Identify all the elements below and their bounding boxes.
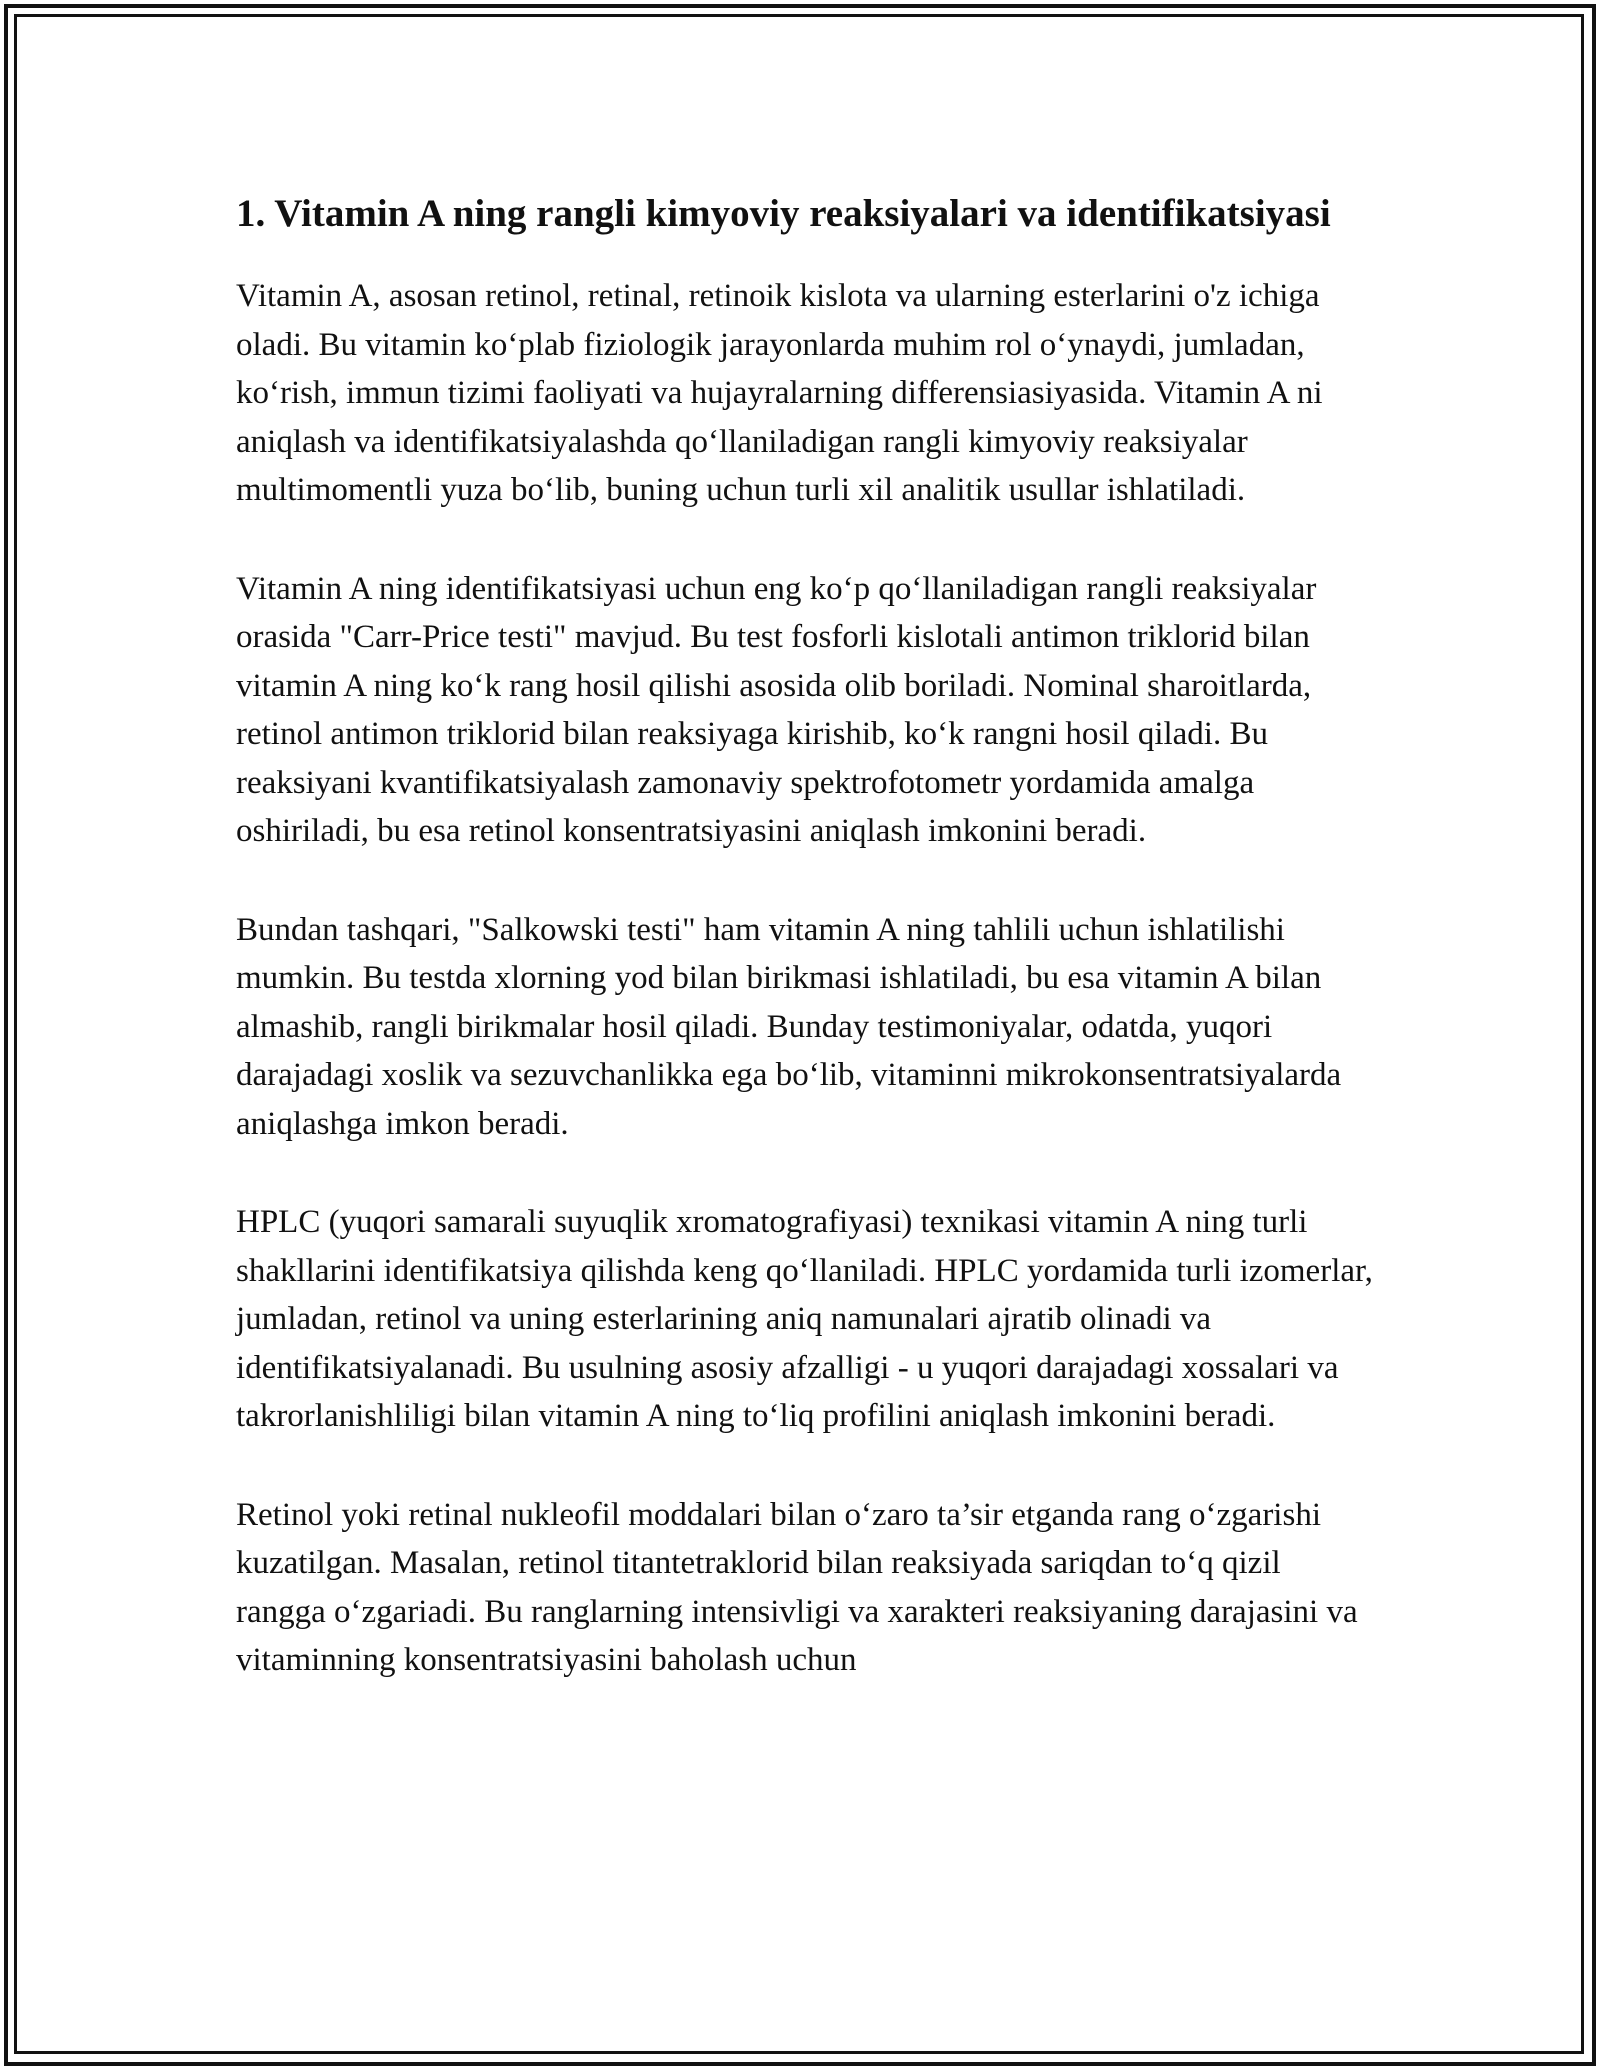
section-heading: 1. Vitamin A ning rangli kimyoviy reaksiyalari va identifikatsiyasi — [236, 192, 1331, 235]
paragraph-carr-price: Vitamin A ning identifikatsiyasi uchun eng ko‘p qo‘llaniladigan rangli reaksiyalar orasida "Carr-Price testi" mavjud. Bu test fosforli kislotali antimon triklorid bilan vitamin A ning ko‘k rang hosil qilishi asosida olib boriladi. Nominal sharoitlarda, retinol antimon triklorid bilan reaksiyaga kirishib, ko‘k rangni hosil qiladi. Bu reaksiyani kvantifikatsiyalash zamonaviy spektrofotometr yordamida amalga oshiriladi, bu esa retinol konsentratsiyasini aniqlash imkonini beradi. — [236, 570, 1317, 849]
paragraph-retinol-color-change: Retinol yoki retinal nukleofil moddalari bilan o‘zaro ta’sir etganda rang o‘zgarishi kuzatilgan. Masalan, retinol titantetraklorid bilan reaksiyada sariqdan to‘q qizil rangga o‘zgariadi. Bu ranglarning intensivligi va xarakteri reaksiyaning darajasini va vitaminning konsentratsiyasini baholash uchun — [236, 1496, 1358, 1678]
paragraph-hplc: HPLC (yuqori samarali suyuqlik xromatografiyasi) texnikasi vitamin A ning turli shakllarini identifikatsiya qilishda keng qo‘llaniladi. HPLC yordamida turli izomerlar, jumladan, retinol va uning esterlarining aniq namunalari ajratib olinadi va identifikatsiyalanadi. Bu usulning asosiy afzalligi - u yuqori darajadagi xossalari va takrorlanishliligi bilan vitamin A ning to‘liq profilini aniqlash imkonini beradi. — [236, 1204, 1373, 1434]
document-body — [236, 186, 1376, 1735]
paragraph-intro: Vitamin A, asosan retinol, retinal, retinoik kislota va ularning esterlarini o'z ichiga oladi. Bu vitamin ko‘plab fiziologik jarayonlarda muhim rol o‘ynaydi, jumladan, ko‘rish, immun tizimi faoliyati va hujayralarning differensiasiyasida. Vitamin A ni aniqlash va identifikatsiyalashda qo‘llaniladigan rangli kimyoviy reaksiyalar multimomentli yuza bo‘lib, buning uchun turli xil analitik usullar ishlatiladi. — [236, 278, 1323, 508]
paragraph-salkowski: Bundan tashqari, "Salkowski testi" ham vitamin A ning tahlili uchun ishlatilishi mumkin. Bu testda xlorning yod bilan birikmasi ishlatiladi, bu esa vitamin A bilan almashib, rangli birikmalar hosil qiladi. Bunday testimoniyalar, odatda, yuqori darajadagi xoslik va sezuvchanlikka ega bo‘lib, vitaminni mikrokonsentratsiyalarda aniqlashga imkon beradi. — [236, 911, 1342, 1142]
